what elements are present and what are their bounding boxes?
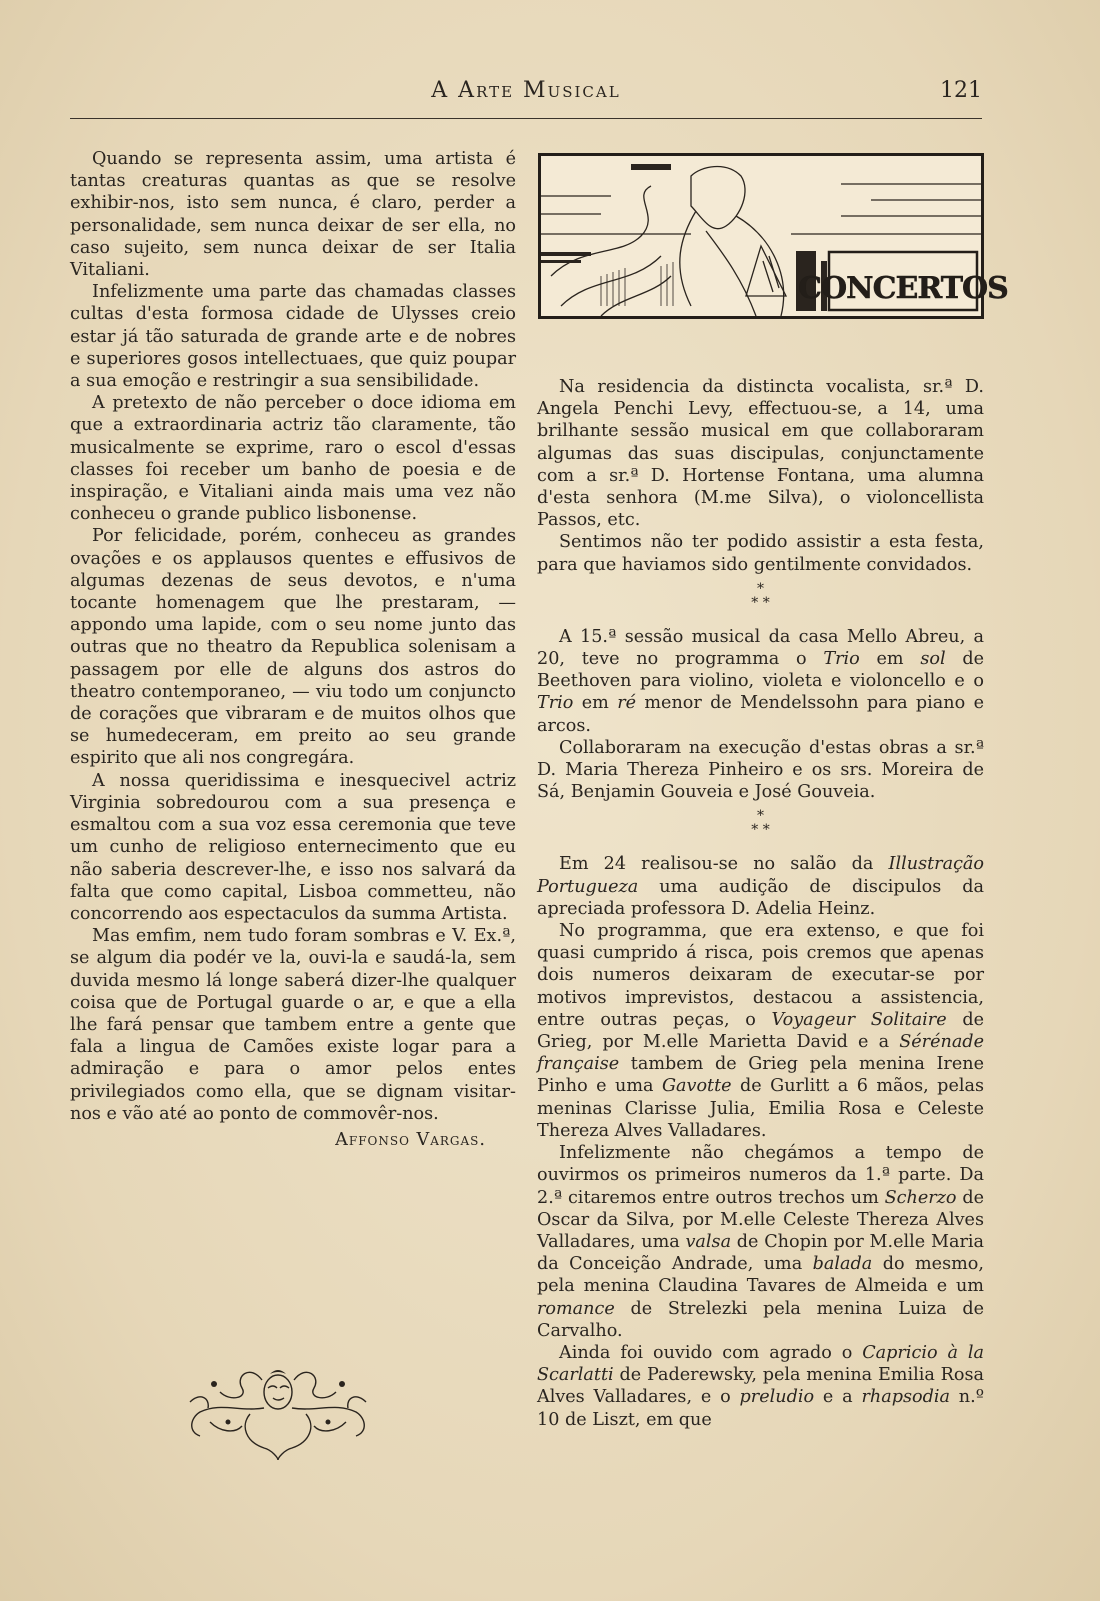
paragraph: Quando se representa assim, uma artista é tantas creaturas quantas as que se resolve exhibir-nos, isto sem nunca, é claro, perder a personalidade, sem nunca deixar de ser ella, no caso sujeito, sem nunca deixar de ser Italia Vitaliani.: [70, 149, 516, 281]
paragraph: Na residencia da distincta vocalista, sr.ª D. Angela Penchi Levy, effectuou-se, a 14, uma brilhante sessão musical em que collaboraram algumas das suas discipulas, conjunctamente com a sr.ª D. Hortense Fontana, uma alumna d'esta senhora (M.me Silva), o violoncellista Passos, etc.: [537, 377, 984, 531]
text-run: A 15.ª sessão musical da casa Mello Abreu, a 20, teve no programma o: [537, 626, 984, 670]
paragraph: Mas emfim, nem tudo foram sombras e V. Ex.ª, se algum dia podér ve la, ouvi-la e saudá-la, sem duvida mesmo lá longe saberá dizer-lhe qualquer coisa que de Portugal guarde o ar, e que a ella lhe fará pensar que tambem entre a gente que fala a lingua de Camões existe logar para a admiração e para o amor pelos entes privilegiados como ella, que se dignam visitar-nos e vão até ao ponto de commovêr-nos.: [70, 926, 516, 1124]
text-run: de Gurlitt a 6 mãos, pelas meninas Clarisse Julia, Emilia Rosa e Celeste Thereza Alves Valladares.: [537, 1076, 985, 1141]
work-title: balada: [812, 1254, 873, 1275]
separator-stars: * *: [751, 594, 770, 611]
work-title: Trio: [537, 693, 574, 714]
paragraph: Por felicidade, porém, conheceu as grandes ovações e os applausos quentes e effusivos de algumas dezenas de seus devotos, e n'uma tocante homenagem que lhe prestaram, — appondo uma lapide, com o seu nome junto das outras que no theatro da Republica solenisam a passagem por elle de alguns dos astros do theatro contemporaneo, — viu todo um conjuncto de corações que vibraram e de muitos olhos que se humedeceram, em preito ao seu grande espirito que ali nos congregára.: [70, 526, 516, 769]
paragraph: [537, 920, 984, 1142]
musical-key: sol: [920, 649, 946, 670]
work-title: Capricio à la Scarlatti: [537, 1342, 984, 1386]
text-run: Infelizmente não chegámos a tempo de ouvirmos os primeiros numeros da 1.ª parte. Da 2.ª citaremos entre outros trechos um: [537, 1143, 984, 1208]
work-title: Sérénade française: [537, 1032, 984, 1075]
paragraph: Sentimos não ter podido assistir a esta festa, para que haviamos sido gentilmente convidados.: [537, 532, 984, 575]
concertos-banner: [538, 153, 1008, 319]
separator-stars: * *: [751, 822, 770, 839]
text-run: do mesmo, pela menina Claudina Tavares de Almeida e um: [537, 1254, 984, 1297]
text-run: No programma, que era extenso, e que foi quasi cumprido á risca, pois cremos que apenas dois numeros deixaram de executar-se por motivos imprevistos, destacou a assistencia, entre outras peças, o: [537, 921, 984, 1030]
author-signature: Affonso Vargas.: [335, 1129, 486, 1150]
left-column: [70, 148, 516, 1151]
running-header: [70, 78, 982, 114]
text-run: e a: [814, 1387, 862, 1408]
work-title: Gavotte: [661, 1076, 732, 1097]
paragraph: [537, 626, 984, 737]
work-title: valsa: [685, 1231, 732, 1252]
paragraph: Infelizmente uma parte das chamadas classes cultas d'esta formosa cidade de Ulysses creio estar já tão saturada de grande arte e de nobres e superiores gosos intellectuaes, que quiz poupar a sua emoção e restringir a sua sensibilidade.: [70, 282, 516, 392]
text-run: em: [859, 649, 921, 670]
text-run: de Grieg, por M.elle Marietta David e a: [537, 1009, 984, 1053]
text-run: de Beethoven para violino, violeta e violoncello e o: [537, 649, 984, 692]
text-run: Em 24 realisou-se no salão da: [559, 854, 889, 875]
text-run: de Chopin por M.elle Maria da Conceição Andrade, uma: [537, 1231, 984, 1275]
work-title: rhapsodia: [861, 1387, 950, 1408]
text-run: de Oscar da Silva, por M.elle Celeste Thereza Alves Valladares, uma: [537, 1187, 984, 1252]
ornament-drawing: [180, 1362, 376, 1460]
header-rule: [70, 118, 982, 119]
text-run: tambem de Grieg pela menina Irene Pinho e uma: [537, 1054, 984, 1097]
paragraph: [537, 853, 984, 920]
text-run: de Strelezki pela menina Luiza de Carvalho.: [537, 1298, 984, 1341]
page-number: 121: [940, 78, 982, 103]
work-title: Scherzo: [884, 1187, 957, 1208]
separator-star: *: [757, 808, 764, 825]
musical-key: ré: [617, 693, 637, 714]
paragraph: Collaboraram na execução d'estas obras a sr.ª D. Maria Thereza Pinheiro e os srs. Moreira de Sá, Benjamin Gouveia e José Gouveia.: [537, 737, 984, 803]
text-run: menor de Mendelssohn para piano e arcos.: [537, 693, 984, 736]
banner-heading: CONCERTOS: [798, 271, 1008, 306]
paragraph: A nossa queridissima e inesquecivel actriz Virginia sobredourou com a sua presença e esmaltou com a sua voz essa ceremonia que teve um cunho de religioso enternecimento que eu não saberia descrever-lhe, e isso nos salvará da falta que como capital, Lisboa commetteu, não concorrendo aos espectaculos da summa Artista.: [70, 770, 516, 924]
work-title: preludio: [739, 1387, 815, 1408]
work-title: romance: [537, 1298, 615, 1319]
text-run: uma audição de discipulos da apreciada professora D. Adelia Heinz.: [537, 876, 984, 919]
publication-title: Illustração Portugueza: [537, 854, 984, 897]
banner-illustration: [541, 156, 1008, 316]
right-column: [537, 376, 984, 1431]
ornament-vignette-icon: [180, 1362, 376, 1460]
text-run: Ainda foi ouvido com agrado o: [559, 1342, 863, 1363]
journal-title: A Arte Musical: [431, 78, 621, 103]
text-run: n.º 10 de Liszt, em que: [537, 1387, 984, 1430]
separator-star: *: [757, 580, 764, 597]
paragraph: A pretexto de não perceber o doce idioma em que a extraordinaria actriz tão claramente, tão musicalmente se exprime, raro o escol d'essas classes foi receber um banho de poesia e de inspiração, e Vitaliani ainda mais uma vez não conheceu o grande publico lisbonense.: [70, 393, 516, 525]
paragraph: [537, 1342, 984, 1431]
work-title: Trio: [823, 649, 860, 670]
work-title: Voyageur Solitaire: [771, 1009, 947, 1030]
text-run: de Paderewsky, pela menina Emilia Rosa Alves Valladares, e o: [537, 1365, 984, 1408]
text-run: em: [573, 693, 618, 714]
section-separator: [537, 809, 984, 837]
paragraph: [537, 1142, 984, 1342]
section-separator: [537, 582, 984, 610]
